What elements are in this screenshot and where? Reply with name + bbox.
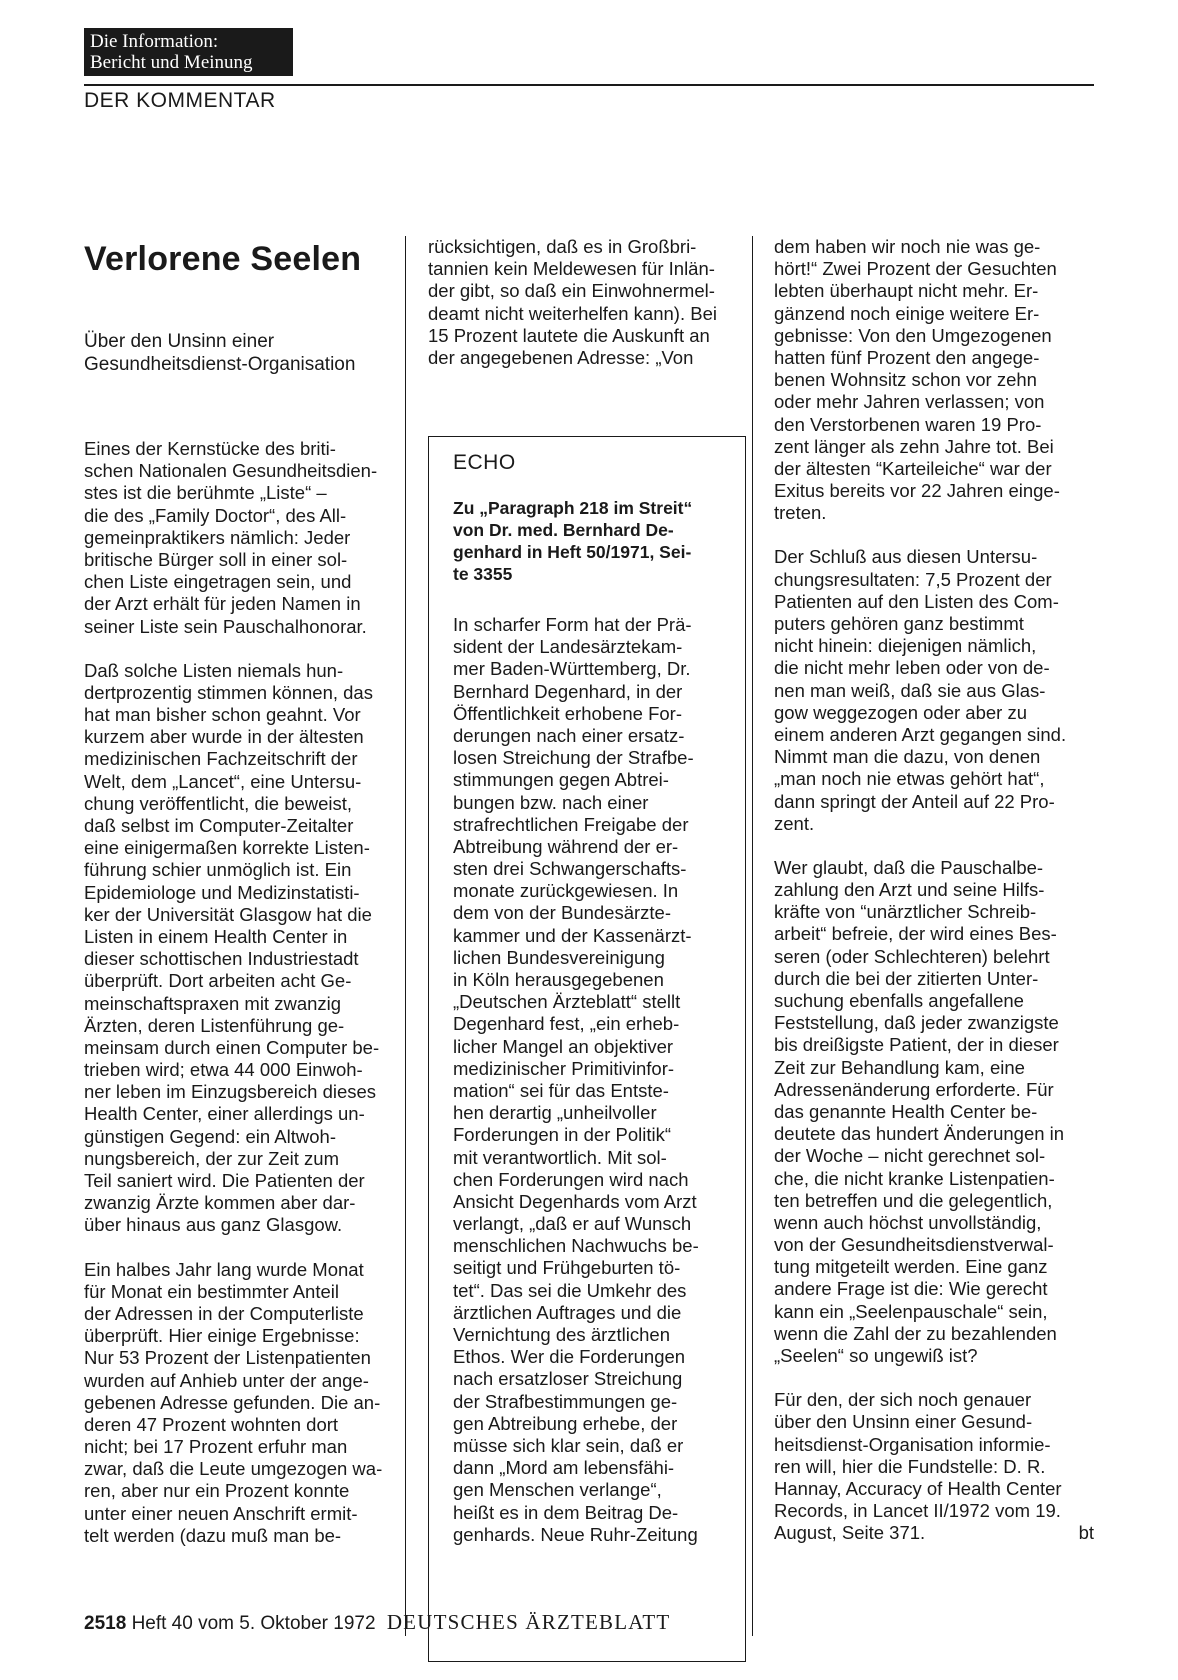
column-rule-right: [752, 236, 753, 1636]
text-line: Nimmt man die dazu, von denen: [774, 746, 1041, 768]
paragraph: [453, 614, 729, 1546]
paragraph: [774, 236, 1094, 524]
text-line: meinsam durch einen Computer be-: [84, 1036, 380, 1058]
text-line: hatten fünf Prozent den angege-: [774, 346, 1040, 368]
text-line: Ein halbes Jahr lang wurde Monat: [84, 1258, 364, 1280]
text-line: Für den, der sich noch genauer: [774, 1389, 1032, 1411]
text-line: sten drei Schwangerschafts-: [453, 858, 687, 880]
text-line: wurden auf Anhieb unter der ange-: [84, 1369, 369, 1391]
rubric: DER KOMMENTAR: [84, 89, 276, 112]
text-line: seitigt und Frühgeburten tö-: [453, 1257, 681, 1279]
text-line: müsse sich klar sein, daß er: [453, 1434, 684, 1456]
text-line: „man noch nie etwas gehört hat“,: [774, 768, 1045, 790]
text-line: arbeit“ befreie, der wird eines Bes-: [774, 923, 1057, 945]
text-line: mation“ sei für das Entste-: [453, 1079, 669, 1101]
text-line: ker der Universität Glasgow hat die: [84, 903, 372, 925]
text-line: Hannay, Accuracy of Health Center: [774, 1477, 1062, 1499]
text-line: licher Mangel an objektiver: [453, 1035, 674, 1057]
final-line: [774, 1522, 1094, 1544]
header-rule: [84, 84, 1094, 86]
text-line: che, die nicht kranke Listenpatien-: [774, 1167, 1055, 1189]
text-line: chen Forderungen wird nach: [453, 1168, 689, 1190]
text-line: der Strafbestimmungen ge-: [453, 1390, 678, 1412]
text-line: wenn auch höchst unvollständig,: [774, 1211, 1042, 1233]
text-line: hört!“ Zwei Prozent der Gesuchten: [774, 258, 1057, 280]
text-line: dann „Mord am lebensfähi-: [453, 1457, 675, 1479]
text-line: wenn die Zahl der zu bezahlenden: [774, 1322, 1057, 1344]
text-line: genhards. Neue Ruhr-Zeitung: [453, 1523, 698, 1545]
text-line: dertprozentig stimmen können, das: [84, 681, 373, 703]
text-line: zent.: [774, 812, 815, 834]
text-line: ren will, hier die Fundstelle: D. R.: [774, 1455, 1046, 1477]
text-line: Epidemiologe und Medizinstatisti-: [84, 881, 360, 903]
text-line: ner leben im Einzugsbereich dieses: [84, 1081, 377, 1103]
text-line: eine einigermaßen korrekte Listen-: [84, 837, 370, 859]
text-line: chung veröffentlicht, die beweist,: [84, 792, 353, 814]
text-line: dann springt der Anteil auf 22 Pro-: [774, 790, 1055, 812]
text-line: kräfte von “unärztlicher Schreib-: [774, 901, 1037, 923]
text-line: trieben wird; etwa 44 000 Einwoh-: [84, 1059, 363, 1081]
text-line: das genannte Health Center be-: [774, 1100, 1038, 1122]
text-line: menschlichen Nachwuchs be-: [453, 1235, 699, 1257]
text-line: Zeit zur Behandlung kam, eine: [774, 1056, 1025, 1078]
text-line: chungsresultaten: 7,5 Prozent der: [774, 568, 1052, 590]
column-3: [774, 236, 1094, 1545]
text-line: Ärzten, deren Listenführung ge-: [84, 1014, 345, 1036]
article-subtitle: [84, 330, 404, 376]
text-line: dieser schottischen Industriestadt: [84, 948, 359, 970]
text-line: tung mitgeteilt werden. Eine ganz: [774, 1256, 1048, 1278]
text-line: Der Schluß aus diesen Untersu-: [774, 546, 1038, 568]
text-line: gen Abtreibung erhebe, der: [453, 1412, 678, 1434]
text-line: Ansicht Degenhards vom Arzt: [453, 1190, 697, 1212]
text-line: Abtreibung während der er-: [453, 835, 679, 857]
text-line: gemeinpraktikers nämlich: Jeder: [84, 526, 351, 548]
section-label-line2: Bericht und Meinung: [90, 52, 253, 73]
text-line: chen Liste eingetragen sein, und: [84, 571, 352, 593]
text-line: über hinaus aus ganz Glasgow.: [84, 1214, 343, 1236]
text-line: der ältesten “Karteileiche“ war der: [774, 457, 1052, 479]
text-line: dem haben wir noch nie was ge-: [774, 236, 1041, 257]
text-line: überprüft. Dort arbeiten acht Ge-: [84, 970, 352, 992]
text-line: „Deutschen Ärzteblatt“ stellt: [453, 991, 681, 1013]
text-line: hen derartig „unheilvoller: [453, 1102, 657, 1124]
text-line: heitsdienst-Organisation informie-: [774, 1433, 1051, 1455]
text-line: bis dreißigste Patient, der in dieser: [774, 1034, 1059, 1056]
text-line: britische Bürger soll in einer sol-: [84, 548, 348, 570]
text-line: gänzend noch einige weitere Er-: [774, 302, 1040, 324]
text-line: bungen bzw. nach einer: [453, 791, 649, 813]
echo-label: ECHO: [453, 451, 516, 474]
text-line: von der Gesundheitsdienstverwal-: [774, 1234, 1054, 1256]
text-line: Exitus bereits vor 22 Jahren einge-: [774, 480, 1060, 502]
text-line: führung schier unmöglich ist. Ein: [84, 859, 352, 881]
text-line: derungen nach einer ersatz-: [453, 724, 685, 746]
text-line: stes ist die berühmte „Liste“ –: [84, 482, 327, 504]
text-line: von Dr. med. Bernhard De-: [453, 520, 674, 540]
text-line: daß selbst im Computer-Zeitalter: [84, 815, 354, 836]
text-line: in Köln herausgegebenen: [453, 969, 664, 990]
text-line: Adressenänderung erforderte. Für: [774, 1078, 1054, 1100]
text-line: zahlung den Arzt und seine Hilfs-: [774, 879, 1045, 901]
page-number: 2518: [84, 1613, 127, 1634]
text-line: benen Wohnsitz schon vor zehn: [774, 369, 1037, 391]
text-line: Wer glaubt, daß die Pauschalbe-: [774, 856, 1044, 878]
text-line: Health Center, einer allerdings un-: [84, 1103, 365, 1125]
text-line: durch die bei der zitierten Unter-: [774, 967, 1039, 989]
text-line: te 3355: [453, 564, 513, 584]
text-line: Forderungen in der Politik“: [453, 1124, 671, 1146]
text-line: rücksichtigen, daß es in Großbri-: [428, 236, 697, 257]
text-line: nungsbereich, der zur Zeit zum: [84, 1147, 340, 1169]
paragraph: [428, 236, 728, 369]
text-line: der Woche – nicht gerechnet sol-: [774, 1145, 1046, 1167]
text-line: Welt, dem „Lancet“, eine Untersu-: [84, 770, 362, 792]
text-line: für Monat ein bestimmter Anteil: [84, 1280, 339, 1302]
article-headline: Verlorene Seelen: [84, 240, 362, 278]
text-line: heißt es in dem Beitrag De-: [453, 1501, 679, 1523]
text-line: strafrechtlichen Freigabe der: [453, 813, 689, 835]
column-1: [84, 438, 404, 1547]
text-line: Patienten auf den Listen des Com-: [774, 590, 1059, 612]
text-line: medizinischer Primitivinfor-: [453, 1057, 675, 1079]
text-line: nen man weiß, daß sie aus Glas-: [774, 679, 1046, 701]
text-line: hat man bisher schon geahnt. Vor: [84, 704, 361, 726]
text-line: nach ersatzloser Streichung: [453, 1368, 683, 1390]
text-line: „Seelen“ so ungewiß ist?: [774, 1345, 978, 1366]
text-line: Teil saniert wird. Die Patienten der: [84, 1170, 365, 1191]
text-line: 15 Prozent lautete die Auskunft an: [428, 324, 710, 346]
section-label-line1: Die Information:: [90, 31, 219, 52]
text-line: gebenen Adresse gefunden. Die an-: [84, 1391, 381, 1413]
text-line: monate zurückgewiesen. In: [453, 880, 679, 902]
text-line: einem anderen Arzt gegangen sind.: [774, 723, 1067, 745]
text-line: suchung ebenfalls angefallene: [774, 990, 1024, 1011]
text-line: telt werden (dazu muß man be-: [84, 1524, 342, 1546]
text-line: Daß solche Listen niemals hun-: [84, 659, 344, 681]
text-line: Listen in einem Health Center in: [84, 925, 348, 947]
subtitle-line1: Über den Unsinn einer: [84, 331, 275, 352]
text-line: unter einer neuen Anschrift ermit-: [84, 1502, 358, 1524]
text-line: Zu „Paragraph 218 im Streit“: [453, 498, 693, 518]
text-line: Degenhard fest, „ein erheb-: [453, 1013, 680, 1035]
text-line: die des „Family Doctor“, des All-: [84, 504, 347, 526]
text-line: verlangt, „daß er auf Wunsch: [453, 1213, 692, 1235]
column-2-continuation: [428, 236, 728, 369]
paragraph: [84, 660, 404, 1237]
text-line: medizinischen Fachzeitschrift der: [84, 748, 358, 770]
text-line: günstigen Gegend: ein Altwoh-: [84, 1125, 336, 1147]
paragraph: [774, 546, 1094, 834]
text-line: losen Streichung der Strafbe-: [453, 747, 694, 769]
text-line: Eines der Kernstücke des briti-: [84, 438, 336, 459]
text-line: Feststellung, daß jeder zwanzigste: [774, 1012, 1059, 1034]
text-line: nicht hinein: diejenigen nämlich,: [774, 635, 1037, 657]
text-line: Vernichtung des ärztlichen: [453, 1324, 670, 1345]
text-line: gen Menschen verlange“,: [453, 1479, 662, 1501]
text-line: seiner Liste sein Pauschalhonorar.: [84, 615, 367, 637]
text-line: zwar, daß die Leute umgezogen wa-: [84, 1458, 383, 1480]
paragraph: [774, 1389, 1094, 1522]
text-line: genhard in Heft 50/1971, Sei-: [453, 542, 692, 562]
text-line: sident der Landesärztekam-: [453, 636, 683, 658]
text-line: schen Nationalen Gesundheitsdien-: [84, 460, 378, 482]
paragraph: [84, 438, 404, 638]
echo-body: [453, 614, 729, 1546]
section-label: [84, 28, 293, 76]
text-line: deamt nicht weiterhelfen kann). Bei: [428, 302, 717, 324]
text-line: andere Frage ist die: Wie gerecht: [774, 1278, 1048, 1300]
author-signature: bt: [1078, 1522, 1094, 1544]
paragraph: [774, 857, 1094, 1367]
subtitle-line2: Gesundheitsdienst-Organisation: [84, 354, 356, 375]
text-line: deutete das hundert Änderungen in: [774, 1123, 1065, 1145]
text-line: seren (oder Schlechteren) belehrt: [774, 945, 1050, 967]
text-line: gebnisse: Von den Umgezogenen: [774, 324, 1052, 346]
text-line: der Arzt erhält für jeden Namen in: [84, 593, 361, 615]
text-line: puters gehören ganz bestimmt: [774, 613, 1024, 634]
paragraph: [84, 1259, 404, 1547]
text-line: dem von der Bundesärzte-: [453, 902, 672, 924]
text-line: über den Unsinn einer Gesund-: [774, 1411, 1033, 1433]
text-line: gow weggezogen oder aber zu: [774, 701, 1028, 723]
text-line: stimmungen gegen Abtrei-: [453, 769, 669, 791]
text-line: tannien kein Meldewesen für Inlän-: [428, 258, 715, 280]
text-line: der angegebenen Adresse: „Von: [428, 346, 694, 368]
text-line: ärztlichen Auftrages und die: [453, 1301, 682, 1323]
text-line: kammer und der Kassenärzt-: [453, 924, 692, 946]
text-line: Öffentlichkeit erhobene For-: [453, 702, 682, 724]
text-line: nicht; bei 17 Prozent erfuhr man: [84, 1436, 348, 1458]
text-line: Bernhard Degenhard, in der: [453, 680, 683, 702]
text-line: zent länger als zehn Jahre tot. Bei: [774, 435, 1054, 457]
text-line: der gibt, so daß ein Einwohnermel-: [428, 280, 715, 302]
magazine-name: DEUTSCHES ÄRZTEBLATT: [386, 1610, 671, 1634]
text-line: Records, in Lancet II/1972 vom 19.: [774, 1500, 1061, 1522]
text-line: ren, aber nur ein Prozent konnte: [84, 1480, 350, 1502]
text-line: lebten überhaupt nicht mehr. Er-: [774, 280, 1039, 302]
text-line: Ethos. Wer die Forderungen: [453, 1346, 686, 1368]
text-line: mer Baden-Württemberg, Dr.: [453, 658, 691, 680]
text-line: oder mehr Jahren verlassen; von: [774, 391, 1045, 413]
page-footer: [84, 1610, 670, 1635]
text-line: tet“. Das sei die Umkehr des: [453, 1279, 687, 1301]
text-line: kurzem aber wurde in der ältesten: [84, 726, 364, 748]
issue-info: Heft 40 vom 5. Oktober 1972: [131, 1613, 376, 1634]
column-rule-left: [405, 236, 406, 1636]
text-line: den Verstorbenen waren 19 Pro-: [774, 413, 1042, 435]
text-line: der Adressen in der Computerliste: [84, 1302, 364, 1324]
text-line: meinschaftspraxen mit zwanzig: [84, 992, 342, 1014]
text-line: deren 47 Prozent wohnten dort: [84, 1413, 339, 1435]
echo-heading: [453, 497, 692, 585]
text-line: zwanzig Ärzte kommen aber dar-: [84, 1192, 356, 1214]
text-line: überprüft. Hier einige Ergebnisse:: [84, 1325, 360, 1347]
text-line: die nicht mehr leben oder von de-: [774, 657, 1050, 679]
final-line-text: August, Seite 371.: [774, 1522, 926, 1544]
text-line: kann ein „Seelenpauschale“ sein,: [774, 1300, 1048, 1322]
text-line: Nur 53 Prozent der Listenpatienten: [84, 1347, 371, 1369]
text-line: treten.: [774, 502, 827, 524]
text-line: In scharfer Form hat der Prä-: [453, 614, 692, 635]
text-line: ten betreffen und die gelegentlich,: [774, 1189, 1053, 1211]
text-line: mit verantwortlich. Mit sol-: [453, 1146, 667, 1168]
text-line: lichen Bundesvereinigung: [453, 946, 665, 968]
